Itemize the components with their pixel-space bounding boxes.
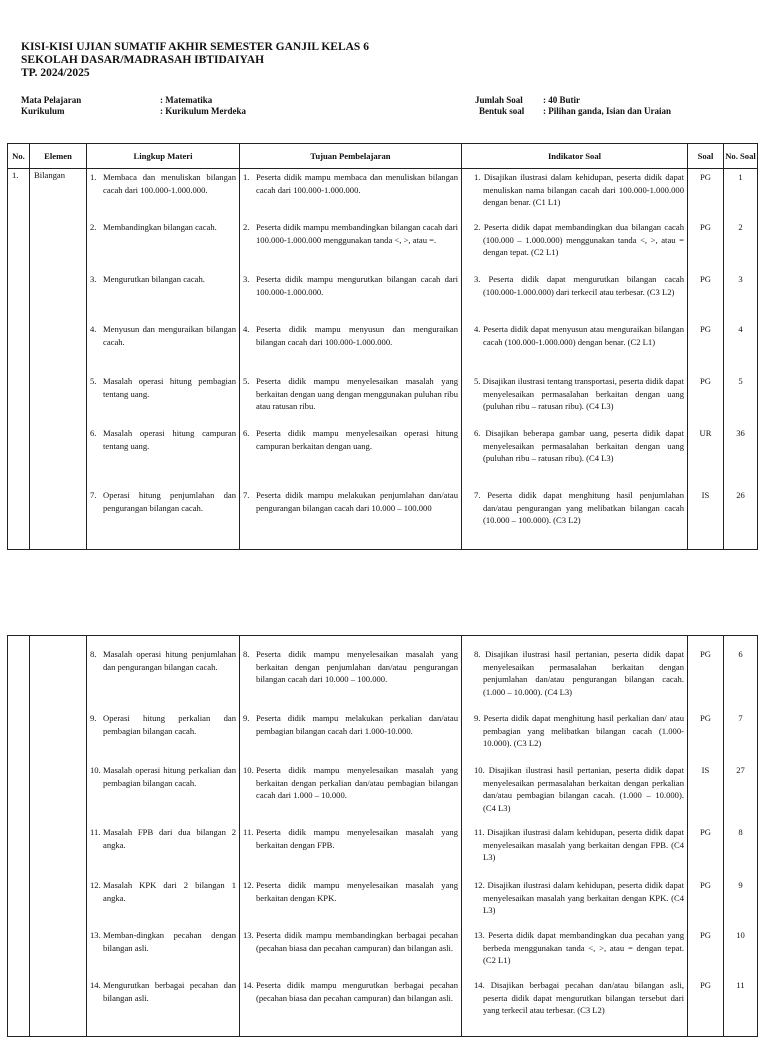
indikator-text: 11. Disajikan ilustrasi dalam kehidupan, peserta didik dapat menyelesaikan masalah yang berkaitan dengan FPB. (C4 L3) [474, 827, 684, 863]
tujuan-number: 2. [243, 222, 250, 232]
materi-number: 14. [90, 980, 101, 990]
header-tujuan-pembelajaran: Tujuan Pembelajaran [240, 144, 462, 169]
materi-number: 7. [90, 490, 97, 500]
no-soal-value: 5 [738, 376, 743, 386]
tujuan-text: Peserta didik mampu menyelesaikan masalah yang berkaitan dengan perkalian dan/atau pembagian bilangan cacah dari 1.000 – 10.000. [256, 765, 458, 801]
soal-type: UR [699, 428, 712, 438]
indikator-text: 5. Disajikan ilustrasi tentang transportasi, peserta didik dapat menyelesaikan permasalahan berkaitan dengan uang (puluhan ribu – ratusan ribu). (C4 L3) [474, 376, 684, 412]
row-number: 1. [12, 170, 19, 180]
materi-text: Masalah KPK dari 2 bilangan 1 angka. [103, 880, 236, 903]
tujuan-column [240, 636, 461, 1036]
kisi-table-page-2 [7, 635, 758, 1037]
soal-type: PG [700, 649, 711, 659]
document-header [21, 41, 369, 80]
materi-number: 4. [90, 324, 97, 334]
materi-text: Masalah operasi hitung pembagian tentang uang. [103, 376, 236, 399]
no-soal-value: 2 [738, 222, 743, 232]
no-soal-value: 3 [738, 274, 743, 284]
no-soal-value: 10 [736, 930, 745, 940]
title-line-3: TP. 2024/2025 [21, 67, 90, 79]
tujuan-number: 4. [243, 324, 250, 334]
tujuan-text: Peserta didik mampu menyusun dan menguraikan bilangan cacah dari 100.000-1.000.000. [256, 324, 458, 347]
lingkup-materi-column [87, 636, 239, 1036]
meta-right [475, 95, 671, 117]
indikator-column [462, 636, 687, 1036]
tujuan-text: Peserta didik mampu menyelesaikan masalah yang berkaitan dengan penjumlahan dan/atau pengurangan bilangan cacah dari 10.000 – 100.000. [256, 649, 458, 685]
no-soal-value: 4 [738, 324, 743, 334]
indikator-column [462, 169, 687, 549]
materi-text: Masalah operasi hitung campuran tentang uang. [103, 428, 236, 451]
kisi-table-page-1 [7, 143, 758, 550]
header-elemen: Elemen [30, 144, 87, 169]
no-soal-column [724, 169, 757, 549]
tujuan-number: 1. [243, 172, 250, 182]
materi-number: 3. [90, 274, 97, 284]
title-line-1: KISI-KISI UJIAN SUMATIF AKHIR SEMESTER GANJIL KELAS 6 [21, 41, 369, 53]
indikator-text: 2. Peserta didik dapat membandingkan dua bilangan cacah (100.000 – 1.000.000) menggunakan tanda <, >, atau = dengan tepat. (C2 L1) [474, 222, 684, 258]
header-soal: Soal [688, 144, 724, 169]
tujuan-text: Peserta didik mampu melakukan penjumlahan dan/atau pengurangan bilangan cacah dari 10.000 – 100.000 [256, 490, 458, 513]
tujuan-number: 14. [243, 980, 254, 990]
materi-text: Memban-dingkan pecahan dengan bilangan asli. [103, 930, 236, 953]
tujuan-number: 9. [243, 713, 250, 723]
no-soal-value: 1 [738, 172, 743, 182]
no-soal-column [724, 636, 757, 1036]
no-soal-value: 9 [738, 880, 743, 890]
tujuan-number: 6. [243, 428, 250, 438]
materi-text: Membaca dan menuliskan bilangan cacah dari 100.000-1.000.000. [103, 172, 236, 195]
no-soal-value: 36 [736, 428, 745, 438]
materi-number: 13. [90, 930, 101, 940]
materi-number: 5. [90, 376, 97, 386]
indikator-text: 4. Peserta didik dapat menyusun atau menguraikan bilangan cacah (100.000-1.000.000) dengan benar. (C2 L1) [474, 324, 684, 347]
table-body-row [8, 636, 758, 1037]
soal-type: PG [700, 324, 711, 334]
lingkup-materi-column [87, 169, 239, 549]
header-indikator-soal: Indikator Soal [462, 144, 688, 169]
tujuan-number: 3. [243, 274, 250, 284]
tujuan-text: Peserta didik mampu menyelesaikan masalah yang berkaitan dengan uang dengan menggunakan puluhan ribu atau ratusan ribu. [256, 376, 458, 412]
tujuan-number: 11. [243, 827, 254, 837]
tujuan-text: Peserta didik mampu mengurutkan bilangan cacah dari 100.000-1.000.000. [256, 274, 458, 297]
soal-type: PG [700, 713, 711, 723]
materi-text: Masalah FPB dari dua bilangan 2 angka. [103, 827, 236, 850]
tujuan-number: 10. [243, 765, 254, 775]
no-soal-value: 7 [738, 713, 743, 723]
soal-type: PG [700, 222, 711, 232]
soal-type: PG [700, 827, 711, 837]
tujuan-column [240, 169, 461, 549]
indikator-text: 12. Disajikan ilustrasi dalam kehidupan, peserta didik dapat menyelesaikan masalah yang berkaitan dengan KPK. (C4 L3) [474, 880, 684, 916]
jumlah-label: Jumlah Soal [475, 95, 523, 105]
soal-type: PG [700, 172, 711, 182]
no-soal-value: 11 [736, 980, 745, 990]
bentuk-value: : Pilihan ganda, Isian dan Uraian [543, 106, 672, 116]
mapel-label: Mata Pelajaran [21, 95, 82, 105]
indikator-text: 9. Peserta didik dapat menghitung hasil perkalian dan/ atau pembagian yang melibatkan bilangan cacah (1.000-10.000). (C3 L2) [474, 713, 684, 749]
soal-type: PG [700, 274, 711, 284]
tujuan-text: Peserta didik mampu mengurutkan berbagai pecahan (pecahan biasa dan pecahan campuran) dan bilangan asli. [256, 980, 458, 1003]
indikator-text: 8. Disajikan ilustrasi hasil pertanian, peserta didik dapat menyelesaikan permasalahan berkaitan dengan penjumlahan dan/atau pengurangan bilangan cacah. (1.000 – 10.000). (C4 L3) [474, 649, 684, 697]
materi-number: 2. [90, 222, 97, 232]
materi-text: Operasi hitung perkalian dan pembagian bilangan cacah. [103, 713, 236, 736]
materi-text: Mengurutkan bilangan cacah. [103, 274, 205, 284]
indikator-text: 3. Peserta didik dapat mengurutkan bilangan cacah (100.000-1.000.000) dari terkecil atau terbesar. (C3 L2) [474, 274, 684, 297]
soal-type: IS [701, 490, 710, 500]
soal-type: IS [701, 765, 710, 775]
kurikulum-label: Kurikulum [21, 106, 65, 116]
no-soal-value: 6 [738, 649, 743, 659]
materi-text: Mengurutkan berbagai pecahan dan bilangan asli. [103, 980, 236, 1003]
header-lingkup-materi: Lingkup Materi [87, 144, 240, 169]
table-body-row [8, 169, 758, 550]
tujuan-number: 13. [243, 930, 254, 940]
tujuan-text: Peserta didik mampu membaca dan menuliskan bilangan cacah dari 100.000-1.000.000. [256, 172, 458, 195]
tujuan-number: 7. [243, 490, 250, 500]
bentuk-label: Bentuk soal [479, 106, 525, 116]
materi-number: 1. [90, 172, 97, 182]
materi-text: Menyusun dan menguraikan bilangan cacah. [103, 324, 236, 347]
header-no: No. [8, 144, 30, 169]
tujuan-text: Peserta didik mampu melakukan perkalian dan/atau pembagian bilangan cacah dari 1.000-10.000. [256, 713, 458, 736]
materi-text: Membandingkan bilangan cacah. [103, 222, 217, 232]
no-soal-value: 27 [736, 765, 745, 775]
materi-number: 9. [90, 713, 97, 723]
materi-text: Operasi hitung penjumlahan dan pengurangan bilangan cacah. [103, 490, 236, 513]
soal-type: PG [700, 930, 711, 940]
tujuan-number: 8. [243, 649, 250, 659]
jumlah-value: : 40 Butir [543, 95, 580, 105]
indikator-text: 14. Disajikan berbagai pecahan dan/atau bilangan asli, peserta didik dapat mengurutkan bilangan tersebut dari yang terkecil atau terbesar. (C3 L2) [474, 980, 684, 1016]
soal-column [688, 169, 723, 549]
elemen-value: Bilangan [34, 170, 66, 180]
materi-number: 12. [90, 880, 101, 890]
title-line-2: SEKOLAH DASAR/MADRASAH IBTIDAIYAH [21, 54, 265, 66]
indikator-text: 10. Disajikan ilustrasi hasil pertanian, peserta didik dapat menyelesaikan permasalahan berkaitan dengan perkalian dan/atau pembagian bilangan cacah. (1.000 – 10.000). (C4 L3) [474, 765, 684, 813]
soal-type: PG [700, 376, 711, 386]
tujuan-text: Peserta didik mampu menyelesaikan masalah yang berkaitan dengan KPK. [256, 880, 458, 903]
indikator-text: 7. Peserta didik dapat menghitung hasil penjumlahan dan/atau pengurangan yang melibatkan bilangan cacah (10.000 – 100.000). (C3 L2) [474, 490, 684, 526]
tujuan-text: Peserta didik mampu membandingkan berbagai pecahan (pecahan biasa dan pecahan campuran) dan bilangan asli. [256, 930, 458, 953]
indikator-text: 1. Disajikan ilustrasi dalam kehidupan, peserta didik dapat menuliskan nama bilangan cacah dari 100.000-1.000.000 dengan benar. (C1 L1) [474, 172, 684, 208]
tujuan-text: Peserta didik mampu menyelesaikan masalah yang berkaitan dengan FPB. [256, 827, 458, 850]
indikator-text: 6. Disajikan beberapa gambar uang, peserta didik dapat menyelesaikan permasalahan berkaitan dengan uang (puluhan ribu – ratusan ribu). (C4 L3) [474, 428, 684, 464]
meta-left [21, 95, 246, 117]
soal-column [688, 636, 723, 1036]
tujuan-text: Peserta didik mampu menyelesaikan operasi hitung campuran berkaitan dengan uang. [256, 428, 458, 451]
header-no-soal: No. Soal [724, 144, 758, 169]
table-header-row [8, 144, 758, 169]
materi-text: Masalah operasi hitung perkalian dan pembagian bilangan cacah. [103, 765, 236, 788]
mapel-value: : Matematika [160, 95, 213, 105]
tujuan-number: 5. [243, 376, 250, 386]
no-soal-value: 8 [738, 827, 743, 837]
soal-type: PG [700, 880, 711, 890]
materi-number: 11. [90, 827, 101, 837]
materi-number: 8. [90, 649, 97, 659]
materi-text: Masalah operasi hitung penjumlahan dan pengurangan bilangan cacah. [103, 649, 236, 672]
indikator-text: 13. Peserta didik dapat membandingkan dua pecahan yang berbeda menggunakan tanda <, >, atau = dengan tepat. (C2 L1) [474, 930, 684, 966]
tujuan-text: Peserta didik mampu membandingkan bilangan cacah dari 100.000-1.000.000 menggunakan tanda <, >, atau =. [256, 222, 458, 245]
tujuan-number: 12. [243, 880, 254, 890]
kurikulum-value: : Kurikulum Merdeka [160, 106, 247, 116]
soal-type: PG [700, 980, 711, 990]
materi-number: 6. [90, 428, 97, 438]
no-soal-value: 26 [736, 490, 745, 500]
materi-number: 10. [90, 765, 101, 775]
